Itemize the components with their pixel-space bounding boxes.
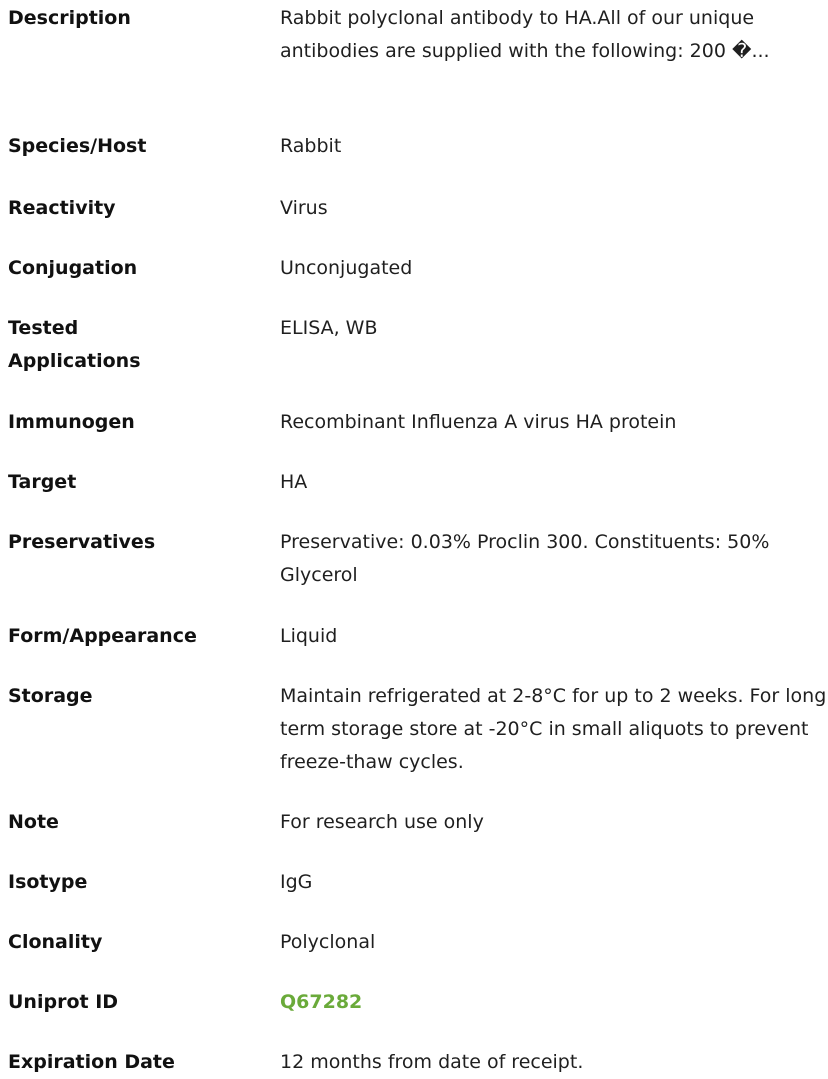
spec-value-preservatives: Preservative: 0.03% Proclin 300. Constituents: 50% Glycerol xyxy=(280,531,770,586)
spec-row-form-appearance xyxy=(8,618,828,653)
spec-value-description: Rabbit polyclonal antibody to HA.All of our unique antibodies are supplied with the following: 200 �... xyxy=(280,7,770,62)
spec-row-clonality xyxy=(8,924,828,959)
spec-row-uniprot-id xyxy=(8,984,828,1019)
spec-value-reactivity: Virus xyxy=(280,197,328,219)
spec-row-expiration-date xyxy=(8,1044,828,1079)
spec-row-description xyxy=(8,0,828,68)
spec-label-species-host: Species/Host xyxy=(8,135,147,157)
spec-value-isotype: IgG xyxy=(280,871,313,893)
spec-value-species-host: Rabbit xyxy=(280,135,342,157)
spec-value-immunogen: Recombinant Influenza A virus HA protein xyxy=(280,411,677,433)
spec-value-note: For research use only xyxy=(280,811,484,833)
spec-label-expiration-date: Expiration Date xyxy=(8,1051,175,1073)
spec-label-preservatives: Preservatives xyxy=(8,531,156,553)
spec-value-form-appearance: Liquid xyxy=(280,625,338,647)
spec-row-note xyxy=(8,804,828,839)
spec-row-species-host xyxy=(8,128,828,163)
spec-row-target xyxy=(8,464,828,499)
spec-row-isotype xyxy=(8,864,828,899)
spec-value-expiration-date: 12 months from date of receipt. xyxy=(280,1051,584,1073)
spec-value-target: HA xyxy=(280,471,308,493)
spec-label-reactivity: Reactivity xyxy=(8,197,116,219)
spec-value-tested-applications: ELISA, WB xyxy=(280,317,378,339)
spec-value-clonality: Polyclonal xyxy=(280,931,376,953)
spec-row-storage xyxy=(8,678,828,779)
spec-label-immunogen: Immunogen xyxy=(8,411,135,433)
spec-label-conjugation: Conjugation xyxy=(8,257,138,279)
uniprot-id-link[interactable]: Q67282 xyxy=(280,991,363,1013)
spec-label-uniprot-id: Uniprot ID xyxy=(8,991,119,1013)
spec-value-storage: Maintain refrigerated at 2-8°C for up to 2 weeks. For long term storage store at -20°C in small aliquots to prevent freeze-thaw cycles. xyxy=(280,685,827,773)
spec-label-note: Note xyxy=(8,811,59,833)
spec-row-immunogen xyxy=(8,404,828,439)
spec-label-clonality: Clonality xyxy=(8,931,103,953)
spec-row-reactivity xyxy=(8,190,828,225)
spec-value-uniprot-id xyxy=(280,984,828,1019)
spec-row-preservatives xyxy=(8,524,828,592)
spec-label-description: Description xyxy=(8,7,131,29)
spec-label-target: Target xyxy=(8,471,77,493)
spec-row-conjugation xyxy=(8,250,828,285)
spec-row-tested-applications xyxy=(8,310,828,378)
spec-value-conjugation: Unconjugated xyxy=(280,257,413,279)
spec-label-storage: Storage xyxy=(8,685,93,707)
spec-label-form-appearance: Form/Appearance xyxy=(8,625,197,647)
spec-label-isotype: Isotype xyxy=(8,871,88,893)
spec-label-tested-applications: Tested Applications xyxy=(8,317,141,372)
